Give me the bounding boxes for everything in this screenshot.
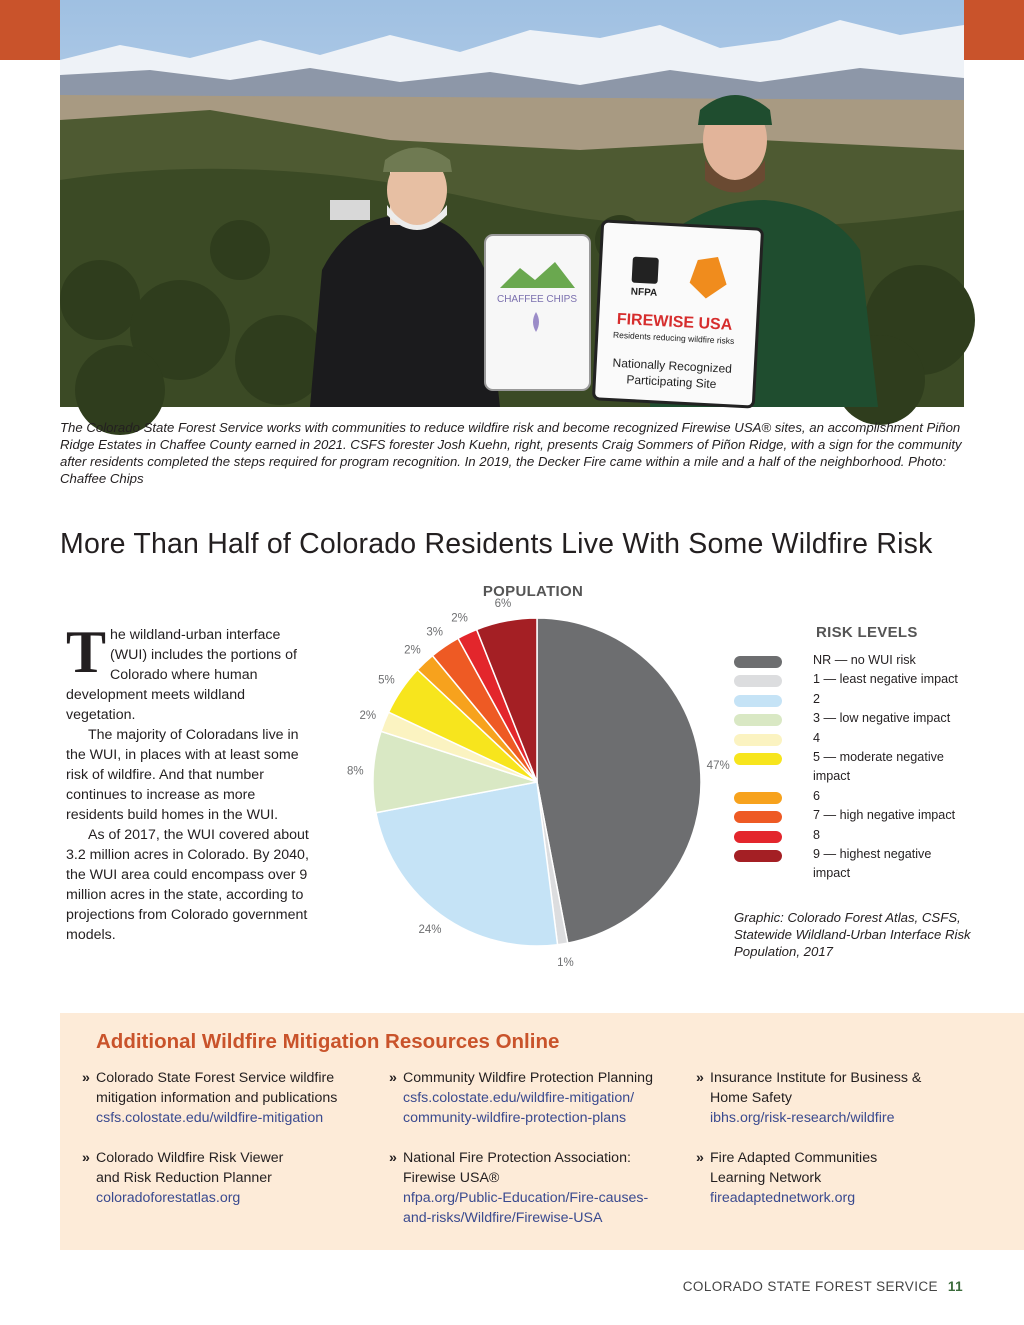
legend-label: 9 — highest negative impact xyxy=(813,847,932,881)
resource-text: Community Wildfire Protection Planning xyxy=(403,1070,653,1086)
photo-firewise-presentation xyxy=(60,0,964,407)
resource-link[interactable]: csfs.colostate.edu/wildfire-mitigation/ community-wildfire-protection-plans xyxy=(403,1090,635,1126)
legend-swatch xyxy=(734,675,782,687)
arrow-icon: » xyxy=(82,1070,90,1086)
sign-nfpa-text: NFPA xyxy=(630,286,658,299)
arrow-icon: » xyxy=(696,1070,704,1086)
resources-title: Additional Wildfire Mitigation Resources Online xyxy=(96,1030,560,1053)
page-number: 11 xyxy=(947,1279,963,1294)
resource-link[interactable]: csfs.colostate.edu/wildfire-mitigation xyxy=(96,1110,324,1126)
resource-text: Insurance Institute for Business & Home Safety xyxy=(710,1070,922,1106)
pie-label-1: 1% xyxy=(557,956,574,969)
resource-link[interactable]: fireadaptednetwork.org xyxy=(710,1190,856,1206)
sign-chaffee-chips-text: CHAFFEE CHIPS xyxy=(496,294,578,305)
legend-label: 6 xyxy=(813,788,821,803)
top-accent-bar-left xyxy=(0,0,60,60)
resource-item-ibhs xyxy=(696,1068,1000,1128)
legend-item-7 xyxy=(734,806,964,825)
chart-title: POPULATION xyxy=(482,583,584,600)
legend-item-8 xyxy=(734,826,964,845)
resource-item-fac-net xyxy=(696,1148,1000,1208)
resource-text: Fire Adapted Communities Learning Network xyxy=(710,1150,878,1186)
pie-label-4: 2% xyxy=(359,710,377,723)
legend-item-6 xyxy=(734,787,964,806)
footer-org: COLORADO STATE FOREST SERVICE xyxy=(682,1279,938,1294)
pie-label-0: 47% xyxy=(706,759,730,772)
legend-label: 5 — moderate negative impact xyxy=(813,750,944,784)
pie-label-8: 2% xyxy=(451,612,468,625)
sign-recognized-line2: Participating Site xyxy=(626,372,717,392)
legend-swatch xyxy=(734,753,782,765)
top-accent-bar-right xyxy=(964,0,1024,60)
legend-item-2 xyxy=(734,690,964,709)
legend-swatch xyxy=(734,656,782,668)
resource-text: Colorado Wildfire Risk Viewer and Risk Reduction Planner xyxy=(96,1150,284,1186)
resource-item-risk-viewer xyxy=(82,1148,386,1208)
pie-label-9: 6% xyxy=(494,598,512,611)
graphic-credit: Graphic: Colorado Forest Atlas, CSFS, Statewide Wildland-Urban Interface Risk Population, 2017 xyxy=(734,910,971,959)
pie-label-2: 24% xyxy=(418,924,442,937)
legend-item-3 xyxy=(734,709,964,728)
legend-swatch xyxy=(734,811,782,823)
legend-label: NR — no WUI risk xyxy=(813,653,916,667)
legend-label: 8 xyxy=(813,827,821,842)
body-paragraph-3: As of 2017, the WUI covered about 3.2 million acres in Colorado. By 2040, the WUI area could encompass over 9 million acres in the state, according to projections from Colorado government models. xyxy=(66,827,309,943)
resource-link[interactable]: nfpa.org/Public-Education/Fire-causes-and-risks/Wildfire/Firewise-USA xyxy=(403,1190,649,1226)
population-pie-chart xyxy=(340,575,730,975)
arrow-icon: » xyxy=(389,1150,397,1166)
resource-text: Colorado State Forest Service wildfire mitigation information and publications xyxy=(96,1070,338,1106)
legend-swatch xyxy=(734,714,782,726)
legend-swatch xyxy=(734,792,782,804)
legend-swatch xyxy=(734,734,782,746)
arrow-icon: » xyxy=(82,1150,90,1166)
legend-label: 2 xyxy=(813,691,821,706)
body-paragraph-1-text: he wildland-urban interface (WUI) includes the portions of Colorado where human development meets wildland vegetation. xyxy=(66,627,297,723)
resource-link[interactable]: coloradoforestatlas.org xyxy=(96,1190,241,1206)
pie-chart-svg xyxy=(340,575,730,975)
resource-item-csfs xyxy=(82,1068,386,1128)
pie-label-5: 5% xyxy=(378,674,395,687)
legend-item-4 xyxy=(734,729,964,748)
resources-box xyxy=(60,1013,1024,1250)
legend-title: RISK LEVELS xyxy=(816,624,918,641)
pie-label-6: 2% xyxy=(404,644,421,657)
resource-text: National Fire Protection Association: Firewise USA® xyxy=(403,1150,631,1186)
legend-item-1 xyxy=(734,670,964,689)
pie-slice-0 xyxy=(537,618,701,943)
legend-swatch xyxy=(734,831,782,843)
legend-label: 4 xyxy=(813,730,821,745)
legend-label: 1 — least negative impact xyxy=(813,672,958,687)
legend-items xyxy=(734,651,984,884)
body-paragraph-2: The majority of Coloradans live in the WUI, in places with at least some risk of wildfire. And that number continues to increase as more residents build homes in the WUI. xyxy=(66,727,299,823)
sign-recognized-line1: Nationally Recognized xyxy=(612,355,733,376)
body-text xyxy=(66,619,316,945)
resource-item-nfpa xyxy=(389,1148,693,1228)
legend-label: 3 — low negative impact xyxy=(813,711,951,726)
pie-slices xyxy=(373,618,701,946)
resource-link[interactable]: ibhs.org/risk-research/wildfire xyxy=(710,1110,895,1126)
resource-item-cwpp xyxy=(389,1068,693,1128)
legend-swatch xyxy=(734,850,782,862)
body-paragraph-1 xyxy=(66,619,316,725)
sign-firewise-title: FIREWISE USA xyxy=(616,310,733,334)
legend-item-9 xyxy=(734,845,964,884)
arrow-icon: » xyxy=(389,1070,397,1086)
pie-label-3: 8% xyxy=(347,765,364,778)
risk-levels-legend xyxy=(734,624,984,884)
pie-label-7: 3% xyxy=(426,626,444,639)
section-headline: More Than Half of Colorado Residents Live With Some Wildfire Risk xyxy=(60,528,933,560)
sign-firewise-sub: Residents reducing wildfire risks xyxy=(612,329,735,346)
arrow-icon: » xyxy=(696,1150,704,1166)
dropcap: T xyxy=(66,619,107,685)
legend-item-5 xyxy=(734,748,964,787)
legend-swatch xyxy=(734,695,782,707)
photo-caption: The Colorado State Forest Service works with communities to reduce wildfire risk and become recognized Firewise USA® sites, an accomplishment Piñon Ridge Estates in Chaffee County earned in 2021. CSFS forester Josh Kuehn, right, presents Craig Sommers of Piñon Ridge, with a sign for the community after residents completed the steps required for program recognition. In 2019, the Decker Fire came within a mile and a half of the neighborhood. Photo: Chaffee Chips xyxy=(60,420,962,486)
legend-item-0 xyxy=(734,651,964,670)
page-footer xyxy=(683,1279,963,1294)
legend-label: 7 — high negative impact xyxy=(813,808,956,823)
